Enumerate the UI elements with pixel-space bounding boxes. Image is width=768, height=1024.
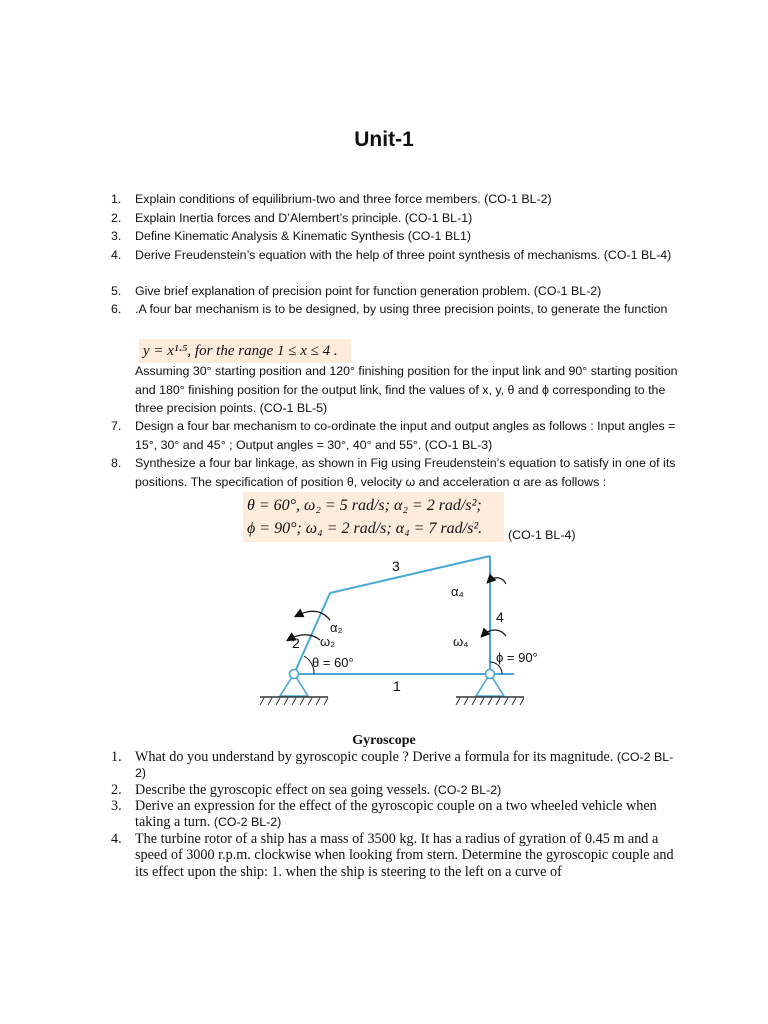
question-number: 1.	[111, 749, 122, 765]
link-4-label: 4	[496, 609, 504, 625]
question-4	[111, 246, 687, 265]
q6-formula: y = x¹·⁵, for the range 1 ≤ x ≤ 4 .	[139, 339, 351, 363]
q8-formula	[243, 492, 504, 542]
q8-formula-line-2: ϕ = 90°; ω₄ = 2 rad/s; α₄ = 7 rad/s².	[247, 520, 483, 537]
question-1	[111, 190, 687, 209]
question-text: Design a four bar mechanism to co-ordinate the input and output angles as follows : Input angles = 15°, 30° and 45° ; Output angles = 30°, 40° and 55°. (CO-1 BL-3)	[135, 419, 676, 452]
alpha4-label: α₄	[451, 584, 464, 599]
omega4-label: ω₄	[453, 634, 469, 649]
question-co: (CO-2 BL-2)	[213, 815, 282, 830]
gyro-question-3	[111, 798, 680, 831]
question-text: Define Kinematic Analysis & Kinematic Synthesis (CO-1 BL1)	[135, 229, 472, 243]
question-number: 3.	[111, 229, 122, 243]
question-co: (CO-2 BL-2)	[433, 783, 502, 797]
alpha2-label: α₂	[330, 620, 343, 635]
omega4-arrow	[482, 630, 506, 636]
page-title: Unit-1	[354, 128, 414, 151]
question-number: 6.	[111, 302, 122, 316]
link-3-label: 3	[392, 558, 400, 574]
question-3	[111, 227, 687, 246]
question-number: 7.	[111, 419, 122, 433]
gyro-question-1	[111, 749, 680, 782]
question-8	[111, 454, 687, 491]
link-2-label: 2	[292, 635, 300, 651]
link-1-label: 1	[393, 678, 401, 694]
question-text: Give brief explanation of precision point for function generation problem. (CO-1 BL-2)	[135, 284, 602, 298]
question-number: 3.	[111, 798, 122, 814]
question-number: 4.	[111, 247, 122, 262]
question-number: 4.	[111, 831, 122, 847]
question-text: Synthesize a four bar linkage, as shown in Fig using Freudenstein’s equation to satisfy in one of its positions. The specification of position θ, velocity ω and acceleration α are as follows :	[135, 456, 676, 489]
gyro-question-4	[111, 831, 680, 880]
question-text: Describe the gyroscopic effect on sea going vessels.	[135, 782, 431, 798]
question-text: Explain Inertia forces and D’Alembert’s principle. (CO-1 BL-1)	[135, 210, 473, 225]
question-2	[111, 209, 687, 228]
link-3-line	[330, 556, 490, 593]
four-bar-linkage-figure	[250, 548, 540, 718]
q8-co-label: (CO-1 BL-4)	[508, 528, 576, 542]
phi-label: ϕ = 90°	[496, 650, 538, 665]
question-6	[111, 300, 687, 319]
question-number: 2.	[111, 782, 122, 798]
theta-label: θ = 60°	[312, 655, 354, 670]
question-number: 1.	[111, 192, 122, 206]
question-text: Derive Freudenstein’s equation with the help of three point synthesis of mechanisms. (CO-1 BL-4)	[135, 247, 672, 262]
omega2-label: ω₂	[320, 634, 336, 649]
question-number: 5.	[111, 284, 122, 298]
q6-continuation: Assuming 30° starting position and 120° finishing position for the input link and 90° starting position and 180° finishing position for the output link, find the values of x, y, θ and ϕ corresponding to the three precision points. (CO-1 BL-5)	[135, 364, 678, 415]
question-5	[111, 282, 687, 301]
gyro-question-2	[111, 782, 680, 798]
question-7	[111, 417, 687, 454]
question-number: 2.	[111, 210, 122, 225]
question-text: The turbine rotor of a ship has a mass of 3500 kg. It has a radius of gyration of 0.45 m and a speed of 3000 r.p.m. clockwise when looking from stern. Determine the gyroscopic couple and its effect upon the ship: 1. when the ship is steering to the left on a curve of	[135, 831, 674, 880]
q8-formula-line-1: θ = 60°, ω₂ = 5 rad/s; α₂ = 2 rad/s²;	[247, 497, 482, 514]
question-text: Explain conditions of equilibrium-two and three force members. (CO-1 BL-2)	[135, 192, 552, 206]
gyroscope-heading: Gyroscope	[352, 733, 416, 748]
alpha2-arrow	[296, 611, 330, 620]
question-text: What do you understand by gyroscopic couple ? Derive a formula for its magnitude.	[135, 749, 614, 765]
question-number: 8.	[111, 456, 122, 470]
question-text: Derive an expression for the effect of the gyroscopic couple on a two wheeled vehicle when taking a turn.	[135, 798, 657, 831]
question-text: .A four bar mechanism is to be designed, by using three precision points, to generate the function	[135, 302, 668, 316]
question-co: (CO-2 BL-2)	[135, 750, 674, 781]
